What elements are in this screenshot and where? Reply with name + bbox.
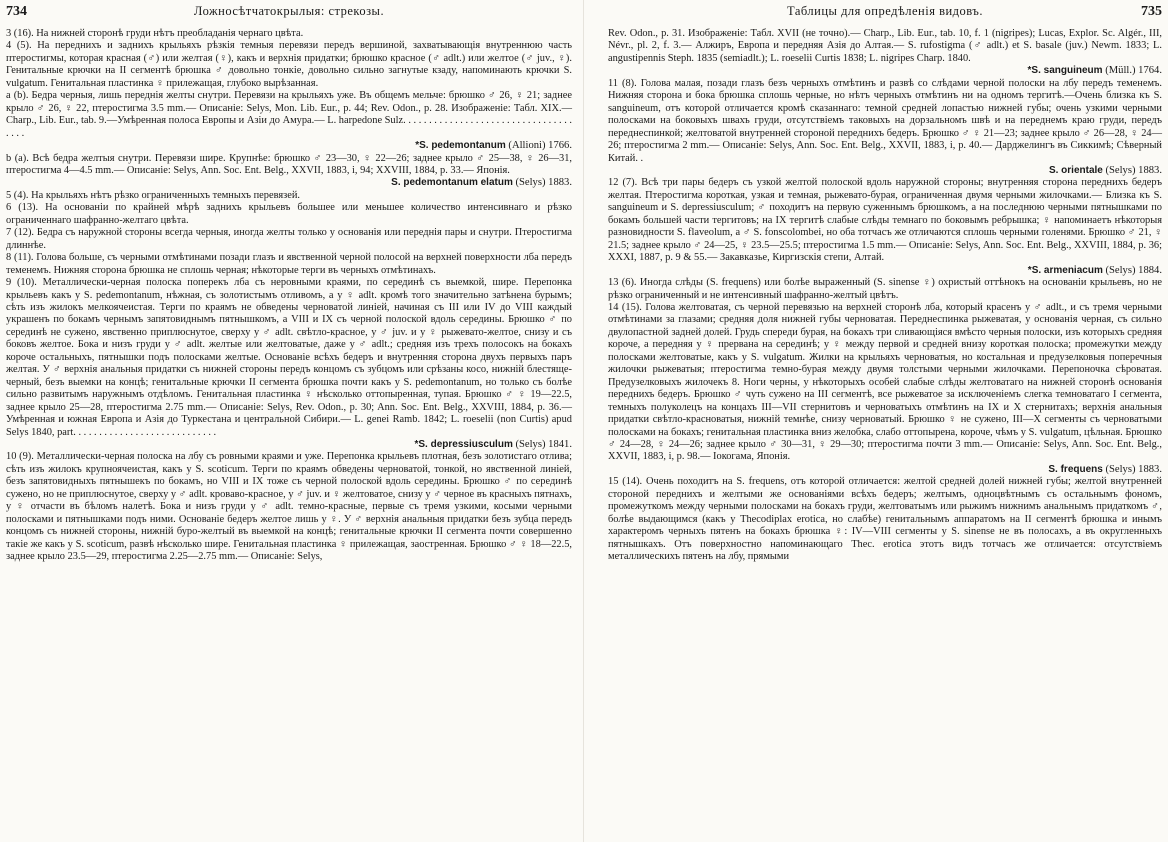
species-name-line [6, 439, 572, 451]
species-authority: (Allioni) 1766. [505, 140, 572, 152]
key-entry [6, 28, 572, 40]
key-entry [6, 153, 572, 190]
key-entry [6, 202, 572, 227]
running-title: Таблицы для опредѣленія видовъ. [787, 4, 983, 18]
species-authority: (Selys) 1883. [1102, 463, 1162, 475]
species-name-line [608, 165, 1162, 177]
key-entry [608, 28, 1162, 78]
key-entry [608, 277, 1162, 302]
entry-text: Rev. Odon., p. 31. Изображеніе: Табл. XVII (не точно).— Charp., Lib. Eur., tab. 10, f. 1 (nigripes); Lucas, Explor. Sc. Algér., III, Névr., pl. 2, f. 3.— Алжиръ, Европа и передняя Азія до Алтая.— S. rufostigma (♂ adlt.) et S. basale (juv.) Newm. 1833; L. angustipennis Steph. 1835 (semiadlt.); L. roeselii Curtis 1838; L. nigripes Charp. 1840. [608, 28, 1162, 64]
key-entry [6, 227, 572, 252]
species-authority: (Müll.) 1764. [1102, 65, 1162, 77]
species-name: *S. pedemontanum [415, 140, 506, 152]
species-name-line [6, 177, 572, 189]
entry-text: 11 (8). Голова малая, позади глазъ безъ черныхъ отмѣтинъ и развѣ со слѣдами черной полоски на лбу передъ теменемъ. Нижняя сторона и бока брюшка сплошь черные, но нѣтъ черныхъ отмѣтинъ ни на одномъ тергитѣ.—Очень близка къ S. sanguineum, отъ которой отличается кромѣ сказаннаго: темной средней лопастью нижней губы; очень узкими черными полосками на боковыхъ швахъ груди, отсутствіемъ таковыхъ на дорзальномъ швѣ и на переднемъ краю груди, передъ переднеспинкой; желтоватой внутренней стороной переднихъ бедеръ. Брюшко ♂ ♀ 21—23; заднее крыло ♂ 26—28, ♀ 24—26; птеростигма 2 mm.— Описаніе: Selys, Ann. Soc. Ent. Belg., XXVII, 1883, i, p. 40.— Дарджелингъ въ Сиккимѣ; Сѣверный Китай. . [608, 77, 1162, 164]
key-entry [6, 40, 572, 90]
entry-text: 5 (4). На крыльяхъ нѣтъ рѣзко ограниченныхъ темныхъ перевязей. [6, 189, 301, 201]
key-entry [6, 90, 572, 152]
key-entry [608, 78, 1162, 178]
running-title: Ложносѣтчатокрылыя: стрекозы. [193, 4, 385, 18]
entry-text: 4 (5). На переднихъ и заднихъ крыльяхъ рѣзкія темныя перевязи передъ вершиной, захватывающія внутреннюю часть птеростигмы, которая красная (♂) или желтая (♀), какъ и верхнія придатки; брюшко красное (♂ adlt.) или желтое (♂ juv., ♀). Генитальные крючки на II сегментѣ брюшка ♂ довольно тонкіе, довольно сильно загнутые кзаду, напоминають крючки S. vulgatum. Генитальная пластинка ♀ прилежащая, глубоко вырѣзанная. [6, 40, 572, 89]
key-entry [6, 277, 572, 451]
right-page-body [608, 28, 1162, 563]
species-authority: (Selys) 1883. [1102, 164, 1162, 176]
species-authority: (Selys) 1883. [512, 177, 572, 189]
species-name-line [608, 265, 1162, 277]
entry-text: 8 (11). Голова больше, съ черными отмѣтинами позади глазъ и явственной черной полосой на верхней поверхности лба передъ теменемъ. Нижняя сторона брюшка не сплошь черная; нѣкоторые терги въ черныхъ отмѣтинахъ. [6, 252, 572, 276]
species-name-line [608, 464, 1162, 476]
species-name: *S. depressiusculum [414, 438, 513, 450]
entry-text: 3 (16). На нижней сторонѣ груди нѣтъ преобладанія чернаго цвѣта. [6, 28, 304, 39]
entry-text: 10 (9). Металлически-черная полоска на лбу съ ровными краями и уже. Перепонка крыльевъ плотная, безъ золотистаго отлива; сѣть изъ жилокъ крупноячеистая, какъ у S. scoticum. Терги по краямъ обведены черноватой, тонкой, но явственной линіей, безъ запятовидныхъ пятнышекъ по бокамъ, но VIII и IX тоже съ черной полоской вдоль середины. Брюшко ♂ по серединѣ сужено, но не приплюснутое, сверху у ♂ adlt. кроваво-красное, у ♂ juv. и ♀ желтоватое, снизу у ♂ черное въ красныхъ пятнахъ, у ♀ отчасти въ бѣломъ налетѣ. Бока и низъ груди у ♂ adlt. темно-красные, первые съ тремя узкими, косыми черными полосками и пятнышками подъ ними. Основаніе бедеръ желтое лишь у ♀. У ♂ верхнія анальныя придатки безъ зубца передъ концомъ съ нижней стороны, нижній буро-желтый въ выемкой на концѣ; генитальные крючки II сегмента почти совершенно такіе же какъ у S. scoticum, развѣ нѣсколько шире. Генитальная пластинка ♀ прилежащая, заостренная. Брюшко ♂ ♀ 18—22.5, заднее крыло 23.5—29, птеростигма 2.25—2.75 mm.— Описаніе: Selys, [6, 451, 572, 563]
right-page [584, 0, 1168, 842]
entry-text: 9 (10). Металлически-черная полоска поперекъ лба съ неровными краями, по серединѣ съ выемкой, шире. Перепонка крыльевъ какъ у S. pedemontanum, нѣжная, съ золотистымъ отливомъ, а у ♀ adlt. кромѣ того значительно затѣнена бурымъ; сѣть изъ жилокъ мелкоячеистая. Терги по краямъ не обведены черноватой линіей, начиная съ III или IV до VIII каждый украшенъ по бокамъ чернымъ запятовиднымъ пятнышкомъ, а VIII и IX съ черной полоской вдоль середины. Брюшко ♂ по серединѣ не сужено, явственно приплюснутое, сверху у ♂ adlt. свѣтло-красное, у ♂ juv. и у ♀ рыжевато-желтое, снизу и съ боковъ желтое. Бока и низъ груди у ♂ adlt. желтые или желтоватые, даже у ♂ adlt.; средняя изъ трехъ полосокъ на бокахъ короче остальныхъ, пятнышки подъ полосками желтые. Основаніе всѣхъ бедеръ и внутренняя сторона двухъ первыхъ паръ желтая. У ♂ верхнія анальныя придатки съ нижней стороны передъ концомъ съ зубцомъ или срѣзаны косо, нижній блестяще-черный, безъ выемки на концѣ; генитальные крючки II сегмента брюшка почти какъ у S. pedemontanum, но только съ болѣе сильно развитымъ наружнымъ отдѣломъ. Генитальная пластинка ♀ нѣсколько оттопыренная, тупая. Брюшко ♂ ♀ 19—22.5, заднее крыло 25—28, птеростигма 2.75 mm.— Описаніе: Selys, Rev. Odon., p. 30; Ann. Soc. Ent. Belg., XXVIII, 1884, p. 36.— Умѣренная и южная Европа и Азія до Туркестана и центральной Сибири.— L. genei Ramb. 1842; L. roeselii (non Curtis) apud Selys 1840, part. . . . . . . . . . . . . . . . . . . . . . . . . . . . [6, 277, 572, 438]
key-entry [6, 252, 572, 277]
species-authority: (Selys) 1884. [1102, 264, 1162, 276]
left-page-header [6, 4, 572, 24]
species-name: S. frequens [1048, 463, 1103, 475]
entry-text: 6 (13). На основаніи по крайней мѣрѣ заднихъ крыльевъ большее или меньшее количество интенсивнаго и рѣзко ограниченнаго шафранно-желтаго цвѣта. [6, 202, 572, 226]
page-number: 734 [6, 4, 27, 19]
entry-text: 15 (14). Очень походитъ на S. frequens, отъ которой отличается: желтой средней долей нижней губы; желтой внутренней стороной переднихъ и желтыми же основаніями всѣхъ бедеръ; желтымъ, одноцвѣтнымъ съ остальнымъ фономъ, промежуткомъ между черными полосками на бокахъ груди, желтоватымъ или рыжимъ нижнимъ анальнымъ придаткомъ ♂, болѣе выдающимся (какъ у Thecodiplax erotica, но слабѣе) генитальнымъ аппаратомъ на II сегментѣ брюшка и инымъ характеромъ черныхъ пятенъ на бокахъ брюшка ♀: IV—VIII сегменты у S. sinense не въ полосахъ, а въ округленныхъ пятнышкахъ. Отъ поверхностно напоминающаго Thec. erotica этотъ видъ тотчасъ же отличается: отсутствіемъ металлическихъ пятенъ на лбу, прямыми [608, 476, 1162, 563]
key-entry [6, 451, 572, 563]
page-number: 735 [1141, 4, 1162, 19]
left-page-body [6, 28, 572, 563]
key-entry [6, 190, 572, 202]
species-name: *S. sanguineum [1027, 65, 1103, 77]
entry-text: 7 (12). Бедра съ наружной стороны всегда черныя, иногда желты только у основанія или переднія пары и снутри. Птеростигма длиннѣе. [6, 227, 572, 251]
species-name-line [6, 140, 572, 152]
entry-text: b (a). Всѣ бедра желтыя снутри. Перевязи шире. Крупнѣе: брюшко ♂ 23—30, ♀ 22—26; заднее крыло ♂ 25—38, ♀ 26—31, птеростигма 4—4.5 mm.— Описаніе: Selys, Ann. Soc. Ent. Belg., XXVII, 1883, i, 94; XXVIII, 1884, p. 33.— Японія. [6, 152, 572, 176]
species-name: S. pedemontanum elatum [391, 177, 513, 189]
species-name: S. orientale [1048, 164, 1103, 176]
key-entry [608, 476, 1162, 563]
key-entry [608, 177, 1162, 277]
species-name-line [608, 65, 1162, 77]
species-authority: (Selys) 1841. [512, 438, 572, 450]
entry-text: 14 (15). Голова желтоватая, съ черной перевязью на верхней сторонѣ лба, который красенъ у ♂ adlt., и съ тремя черными отмѣтинами за глазами; средняя доля нижней губы черноватая. Переднеспинка рыжеватая, у основанія черная, съ сильно двулопастной задней долей. Грудь спереди бурая, на бокахъ три сливающіяся вмѣсто черныя полоски, изъ которыхъ средняя короче, а передняя у ♀ прервана на серединѣ; у ♀ между первой и средней внизу короткая полоска; промежутки между полосками желтоватые, какъ у S. vulgatum. Жилки на крыльяхъ черноватыя, но костальная и предузелковыя поперечныя жилочки рыжеватыя; птеростигма темно-бурая между двумя толстыми черными жилочками. Перепоночка сѣроватая. Предузелковыхъ жилочекъ 8. Ноги черны, у нѣкоторыхъ особей слабые слѣды желтоватаго на нижней сторонѣ основанія переднихъ бедеръ. Брюшко ♂ чуть сужено на III сегментѣ, все рыжеватое за исключеніемъ слегка темноватаго I сегмента, темныхъ полуколецъ на концахъ III—VII стернитовъ и черноватыхъ отмѣтинъ на IX и X стернитахъ; верхнія анальныя придатки свѣтло-красноватыя, нижній темнѣе, снизу черноватый. Брюшко ♀ не сужено, III—X сегменты съ черноватыми полосками на бокахъ; генитальная пластинка вниз желобка, слабо оттопырена, короче, чѣмъ у S. vulgatum, цѣльная. Брюшко ♂ 24—28, ♀ 24—26; заднее крыло ♂ 30—31, ♀ 29—30; птеростигма почти 3 mm.— Описаніе: Selys, Ann. Soc. Ent. Belg., XXVII, 1883, i, p. 98.— Іокогама, Японія. [608, 301, 1162, 463]
entry-text: 13 (6). Иногда слѣды (S. frequens) или болѣе выраженный (S. sinense ♀) охристый оттѣнокъ на основаніи крыльевъ, но не рѣзко ограниченный и не интенсивный шафранно-желтый цвѣтъ. [608, 277, 1162, 301]
key-entry [608, 302, 1162, 476]
entry-text: 12 (7). Всѣ три пары бедеръ съ узкой желтой полоской вдоль наружной стороны; внутренняя сторона переднихъ бедеръ желтая. Птеростигма короткая, узкая и темная, рыжевато-бурая, ограниченная двумя черными жилочками.— Близка къ S. sanguineum и S. depressiusculum; ♂ походитъ на первую суженнымъ брюшкомъ, а на последнюю черными пятнышками по бокамъ большей части тергитовъ; на IX тергитѣ слабые слѣды темнаго по боковымъ ребрышка; ♀ напоминаетъ нѣкоторыя разновидности S. flaveolum, а ♂ S. fonscolombei, но оба тотчасъ же отличаются сплошь черными голенями. Брюшко ♂ 21, ♀ 21.5; заднее крыло ♂ 24—25, ♀ 23.5—25.5; птеростигма 1.5 mm.— Описаніе: Selys, Ann. Soc. Ent. Belg., XXVIII, 1884, p. 36; XXXI, 1887, p. 9 & 55.— Закавказье, Киргизскія степи, Алтай. [608, 177, 1162, 264]
species-name: *S. armeniacum [1027, 264, 1103, 276]
entry-text: a (b). Бедра черныя, лишь переднія желты снутри. Перевязи на крыльяхъ уже. Въ общемъ мельче: брюшко ♂ 26, ♀ 21; заднее крыло ♂ 26, ♀ 22, птеростигма 3.5 mm.— Описаніе: Selys, Mon. Lib. Eur., p. 44; Rev. Odon., p. 28. Изображеніе: Табл. XIX.— Charp., Lib. Eur., tab. 9.—Умѣренная полоса Европы и Азіи до Амура.— L. harpedone Sulz. . . . . . . . . . . . . . . . . . . . . . . . . . . . . . . . . . . . . [6, 90, 572, 139]
right-page-header [608, 4, 1162, 24]
